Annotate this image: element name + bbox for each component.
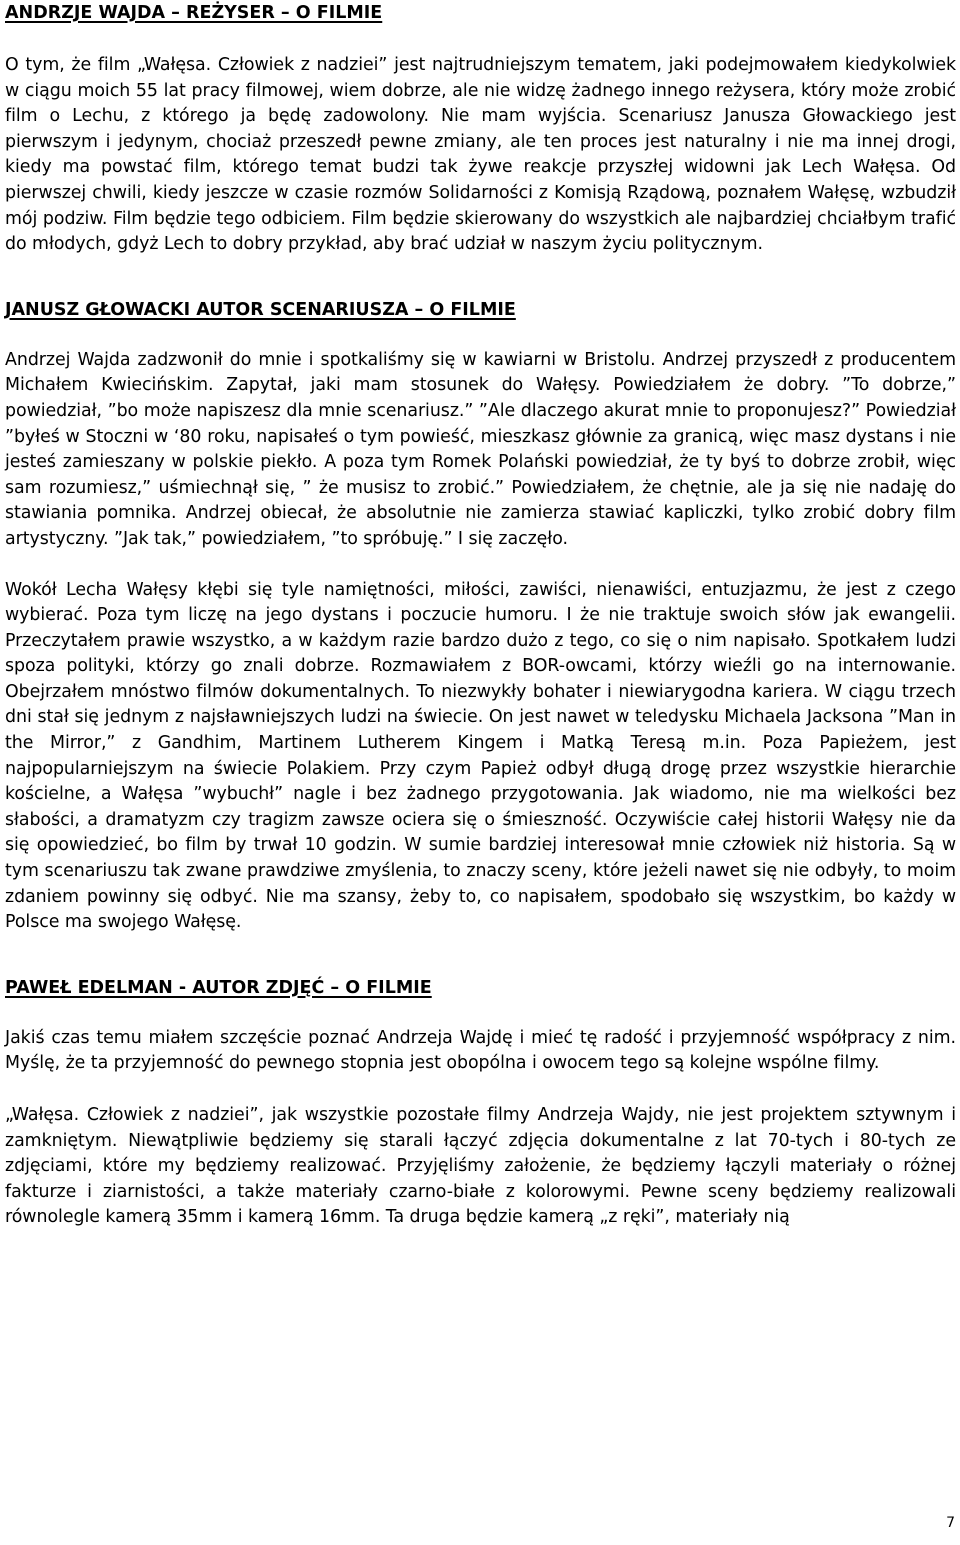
page-number: 7 [946, 1515, 955, 1531]
section-heading-glowacki: JANUSZ GŁOWACKI AUTOR SCENARIUSZA – O FILMIE [5, 299, 516, 320]
document-page [5, 0, 956, 1231]
paragraph-edelman-1: Jakiś czas temu miałem szczęście poznać Andrzeja Wajdę i mieć tę radość i przyjemność współpracy z nim. Myślę, że ta przyjemność do pewnego stopnia jest obopólna i owocem tego są kolejne wspólne filmy. [5, 1027, 956, 1074]
section-heading-edelman: PAWEŁ EDELMAN - AUTOR ZDJĘĆ – O FILMIE [5, 977, 432, 998]
paragraph-glowacki-1: Andrzej Wajda zadzwonił do mnie i spotkaliśmy się w kawiarni w Bristolu. Andrzej przyszedł z producentem Michałem Kwiecińskim. Zapytał, jaki mam stosunek do Wałęsy. Powiedziałem że dobry. ”To dobrze,” powiedział, ”bo może napiszesz dla mnie scenariusz.” ”Ale dlaczego akurat mnie to proponujesz?” Powiedział ”byłeś w Stoczni w ‘80 roku, napisałeś o tym powieść, mieszkasz głównie za granicą, więc masz dystans i nie jesteś zamieszany w polskie piekło. A poza tym Romek Polański powiedział, że ty byś to dobrze zrobił, więc sam rozumiesz,” uśmiechnął się, ” że musisz to zrobić.” Powiedziałem, że chętnie, ale ja się nie nadaję do stawiania pomnika. Andrzej obiecał, że absolutnie nie zamierza stawiać kapliczki, tylko zrobić dobry film artystyczny. ”Jak tak,” powiedziałem, ”to spróbuję.” I się zaczęło. [5, 349, 956, 549]
paragraph-wajda: O tym, że film „Wałęsa. Człowiek z nadziei” jest najtrudniejszym tematem, jaki podejmowałem kiedykolwiek w ciągu moich 55 lat pracy filmowej, wiem dobrze, ale nie widzę żadnego innego reżysera, który może zrobić film o Lechu, z którego ja będę zadowolony. Nie mam wyjścia. Scenariusz Janusza Głowackiego jest pierwszym i jedynym, chociaż przeszedł pewne zmiany, ale ten proces jest naturalny i nie ma innej drogi, kiedy ma powstać film, którego temat budzi tak żywe reakcje przyszłej widowni jak Lech Wałęsa. Od pierwszej chwili, kiedy jeszcze w czasie rozmów Solidarności z Komisją Rządową, poznałem Wałęsę, wzbudził mój podziw. Film będzie tego odbiciem. Film będzie skierowany do wszystkich ale najbardziej chciałbym trafić do młodych, gdyż Lech to dobry przykład, aby brać udział w naszym życiu politycznym. [5, 55, 956, 255]
paragraph-glowacki-2: Wokół Lecha Wałęsy kłębi się tyle namiętności, miłości, zawiści, nienawiści, entuzjazmu, że jest z czego wybierać. Poza tym liczę na jego dystans i poczucie humoru. I że nie traktuje swoich słów jak ewangelii. Przeczytałem prawie wszystko, a w każdym razie bardzo dużo z tego, co się o nim napisało. Spotkałem ludzi spoza polityki, którzy go znali dobrze. Rozmawiałem z BOR-owcami, którzy wieźli go na internowanie. Obejrzałem mnóstwo filmów dokumentalnych. To niezwykły bohater i niewiarygodna kariera. W ciągu trzech dni stał się jednym z najsławniejszych ludzi na świecie. On jest nawet w teledysku Michaela Jacksona ”Man in the Mirror,” z Gandhim, Martinem Lutherem Kingem i Matką Teresą m.in. Poza Papieżem, jest najpopularniejszym na świecie Polakiem. Przy czym Papież odbył długą drogę przez wszystkie hierarchie kościelne, a Wałęsa ”wybuchł” nagle i bez żadnego przygotowania. Jak wiadomo, nie ma wielkości bez słabości, a dramatyzm czy tragizm zawsze ociera się o śmieszność. Oczywiście całej historii Wałęsy nie da się opowiedzieć, bo film by trwał 10 godzin. W sumie bardziej interesował mnie człowiek niż historia. Są w tym scenariuszu tak zwane prawdziwe zmyślenia, to znaczy sceny, które jeżeli nawet się nie odbyły, to moim zdaniem powinny się odbyć. Nie ma szansy, żeby to, co napisałem, spodobało się wszystkim, bo każdy w Polsce ma swojego Wałęsę. [5, 579, 956, 933]
section-heading-wajda: ANDRZJE WAJDA – REŻYSER – O FILMIE [5, 3, 383, 23]
paragraph-edelman-2: „Wałęsa. Człowiek z nadziei”, jak wszystkie pozostałe filmy Andrzeja Wajdy, nie jest projektem sztywnym i zamkniętym. Niewątpliwie będziemy się starali łączyć zdjęcia dokumentalne z lat 70-tych i 80-tych ze zdjęciami, które my będziemy realizować. Przyjęliśmy założenie, że będziemy łączyli materiały o różnej fakturze i ziarnistości, a także materiały czarno-białe z kolorowymi. Pewne sceny będziemy realizowali równolegle kamerą 35mm i kamerą 16mm. Ta druga będzie kamerą „z ręki”, materiały nią [5, 1105, 956, 1228]
